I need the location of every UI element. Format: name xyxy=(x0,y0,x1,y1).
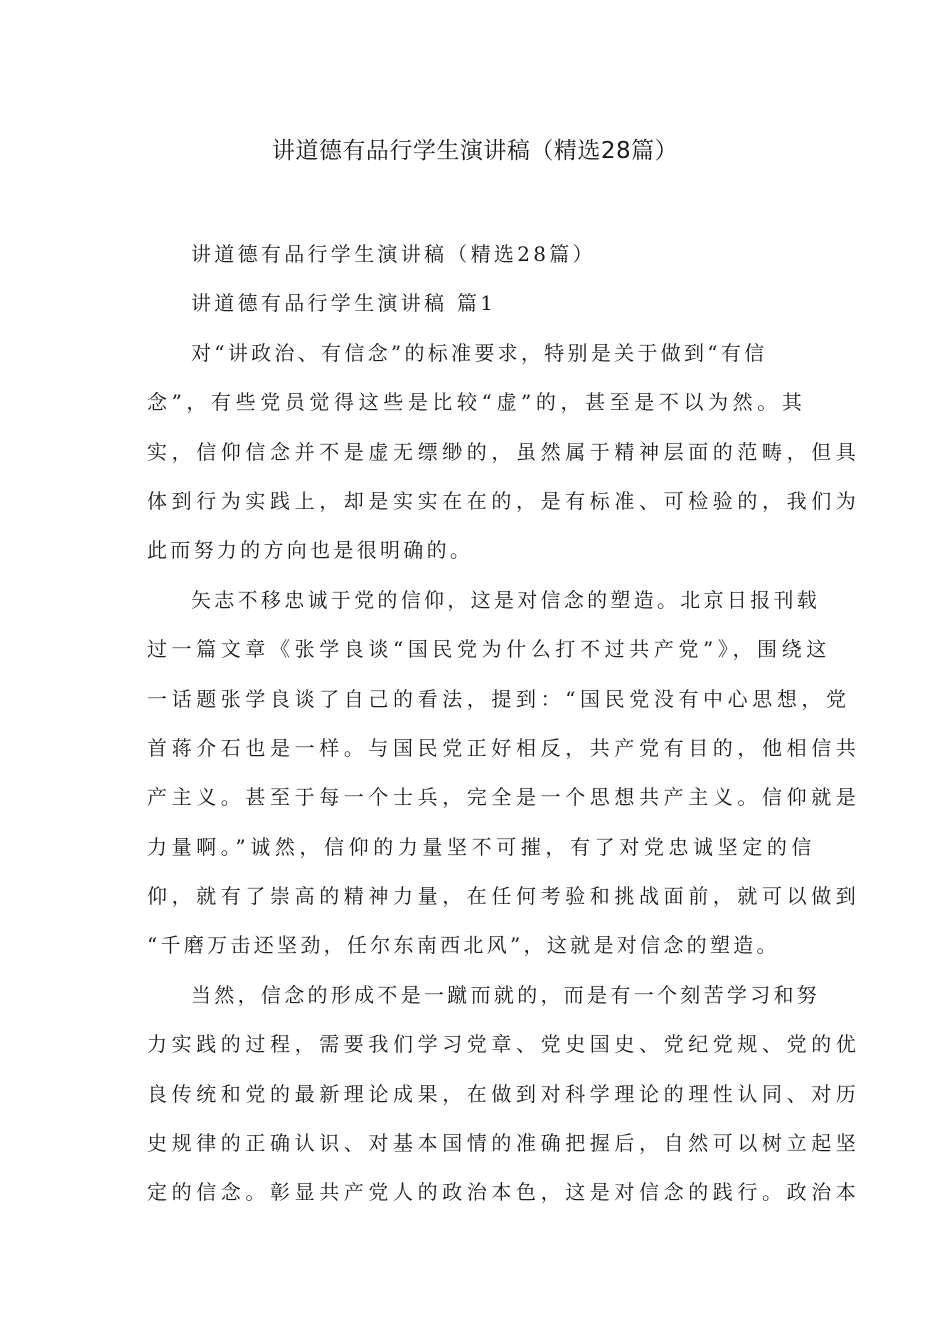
document-body xyxy=(147,230,861,1218)
paragraph-line: 产主义。甚至于每一个士兵，完全是一个思想共产主义。信仰就是 xyxy=(147,785,861,810)
paragraph-line: 力实践的过程，需要我们学习党章、党史国史、党纪党规、党的优 xyxy=(147,1032,861,1057)
paragraph-line: 史规律的正确认识、对基本国情的准确把握后，自然可以树立起坚 xyxy=(147,1131,861,1156)
paragraph-line: 良传统和党的最新理论成果，在做到对科学理论的理性认同、对历 xyxy=(147,1081,861,1106)
subtitle-line: 讲道德有品行学生演讲稿（精选28篇） xyxy=(191,242,596,266)
paragraph-line: 此而努力的方向也是很明确的。 xyxy=(147,538,474,563)
paragraph-line: “千磨万击还坚劲，任尔东南西北风”，这就是对信念的塑造。 xyxy=(147,933,780,958)
paragraph-line: 对“讲政治、有信念”的标准要求，特别是关于做到“有信 xyxy=(191,340,768,365)
paragraph-line: 一话题张学良谈了自己的看法，提到：“国民党没有中心思想，党 xyxy=(147,686,851,711)
paragraph-line: 过一篇文章《张学良谈“国民党为什么打不过共产党”》，围绕这 xyxy=(147,637,831,662)
paragraph-line: 体到行为实践上，却是实实在在的，是有标准、可检验的，我们为 xyxy=(147,488,861,513)
paragraph-line: 首蒋介石也是一样。与国民党正好相反，共产党有目的，他相信共 xyxy=(147,735,861,760)
paragraph-line: 力量啊。”诚然，信仰的力量坚不可摧，有了对党忠诚坚定的信 xyxy=(147,834,817,859)
paragraph-line: 定的信念。彰显共产党人的政治本色，这是对信念的践行。政治本 xyxy=(147,1180,861,1205)
document-title: 讲道德有品行学生演讲稿（精选28篇） xyxy=(271,138,679,164)
paragraph-line: 矢志不移忠诚于党的信仰，这是对信念的塑造。北京日报刊载 xyxy=(191,587,821,612)
paragraph-line: 仰，就有了崇高的精神力量，在任何考验和挑战面前，就可以做到 xyxy=(147,884,861,909)
paragraph-line: 念”，有些党员觉得这些是比较“虚”的，甚至是不以为然。其 xyxy=(147,390,807,415)
paragraph-line: 实，信仰信念并不是虚无缥缈的，虽然属于精神层面的范畴，但具 xyxy=(147,439,861,464)
section-heading: 讲道德有品行学生演讲稿 篇1 xyxy=(191,291,497,316)
paragraph-line: 当然，信念的形成不是一蹴而就的，而是有一个刻苦学习和努 xyxy=(191,982,821,1007)
